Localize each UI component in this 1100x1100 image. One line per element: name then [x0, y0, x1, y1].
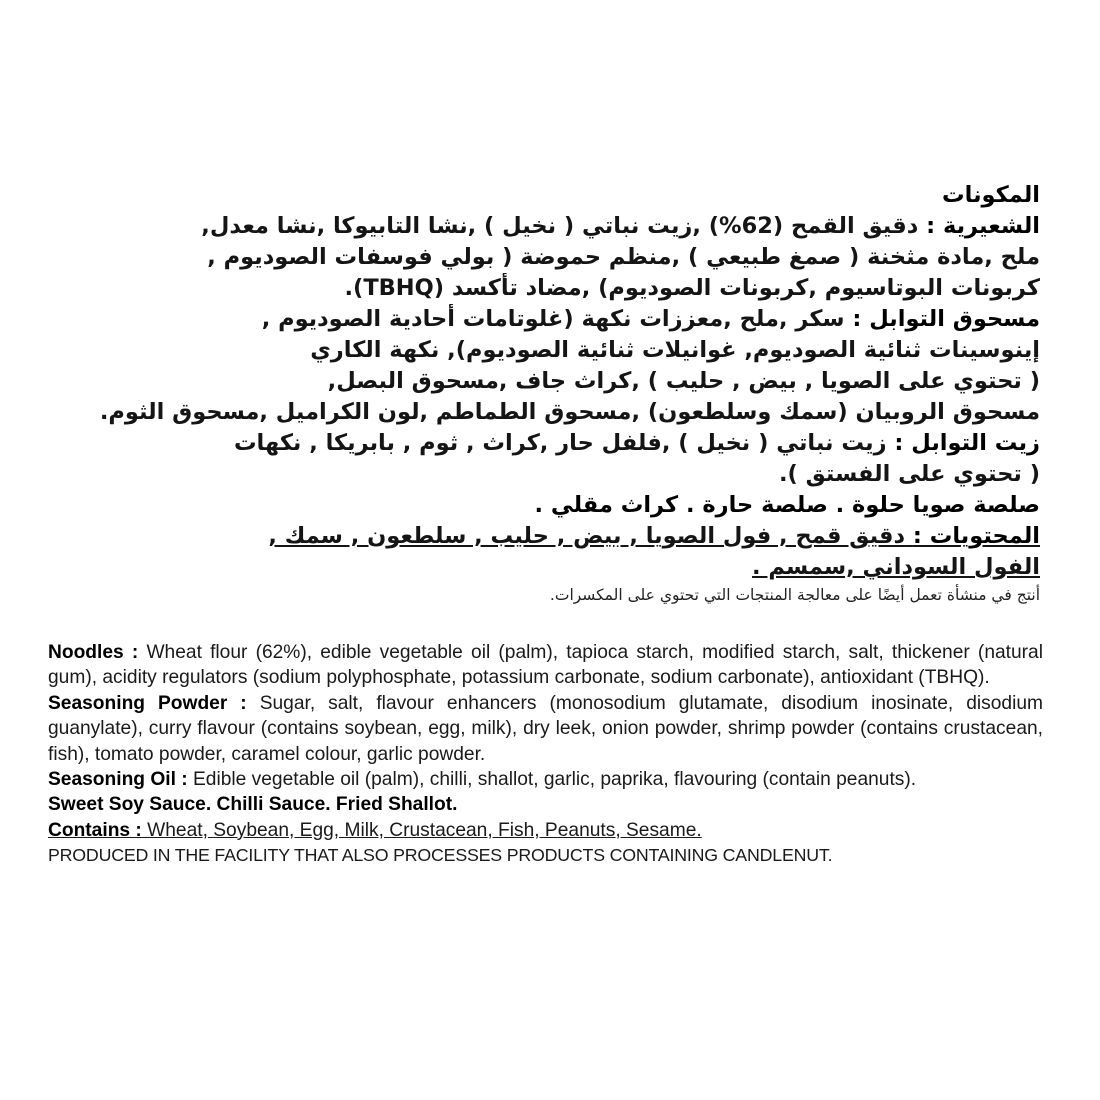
english-seasoning-oil-label: Seasoning Oil :: [48, 769, 188, 791]
arabic-contains-label: المحتويات :: [912, 523, 1040, 549]
arabic-noodles-line-3: كربونات البوتاسيوم ,كربونات الصوديوم) ,مضاد تأكسد (TBHQ).: [344, 275, 1040, 301]
arabic-noodles-label: الشعيرية :: [926, 213, 1040, 239]
arabic-seasoning-powder-line-2: إينوسينات ثنائية الصوديوم, غوانيلات ثنائية الصوديوم), نكهة الكاري: [310, 337, 1040, 363]
english-seasoning-oil-text: Edible vegetable oil (palm), chilli, shallot, garlic, paprika, flavouring (contain peanuts).: [187, 769, 917, 791]
arabic-contains-line-1: [42, 521, 1040, 552]
english-contains-paragraph: [48, 818, 1043, 843]
arabic-sauces-line: صلصة صويا حلوة . صلصة حارة . كراث مقلي .: [534, 492, 1040, 518]
arabic-noodles-line-2: ملح ,مادة مثخنة ( صمغ طبيعي ) ,منظم حموضة ( بولي فوسفات الصوديوم ,: [207, 244, 1040, 270]
arabic-seasoning-powder-line-4: مسحوق الروبيان (سمك وسلطعون) ,مسحوق الطماطم ,لون الكراميل ,مسحوق الثوم.: [99, 399, 1040, 425]
arabic-seasoning-oil-line-2: ( تحتوي على الفستق ).: [778, 461, 1040, 487]
english-contains-label: Contains :: [48, 819, 142, 841]
arabic-contains-line-2: الفول السوداني ,سمسم .: [752, 554, 1040, 580]
english-seasoning-powder-text: Sugar, salt, flavour enhancers (monosodium glutamate, disodium inosinate, disodium guanylate), curry flavour (contains soybean, egg, milk), dry leek, onion powder, shrimp powder (contains crustacean, fish), tomato powder, caramel colour, garlic powder.: [48, 692, 1043, 765]
english-seasoning-oil-paragraph: [48, 767, 1043, 792]
english-ingredients-block: [48, 640, 1043, 869]
english-noodles-text: Wheat flour (62%), edible vegetable oil (palm), tapioca starch, modified starch, salt, thickener (natural gum), acidity regulators (sodium polyphosphate, potassium carbonate, sodium carbonate), antioxidant (TBHQ).: [48, 642, 1043, 689]
arabic-contains-text-1: دقيق قمح , فول الصويا , بيض , حليب , سلطعون , سمك ,: [268, 523, 906, 549]
arabic-seasoning-powder-text-1: سكر ,ملح ,معززات نكهة (غلوتامات أحادية الصوديوم ,: [261, 306, 845, 332]
arabic-seasoning-powder-line-3: ( تحتوي على الصويا , بيض , حليب ) ,كراث جاف ,مسحوق البصل,: [327, 368, 1040, 394]
arabic-seasoning-oil-line-1: [42, 428, 1040, 459]
arabic-noodles-line-1: [42, 211, 1040, 242]
arabic-facility-note: أنتج في منشأة تعمل أيضًا على معالجة المنتجات التي تحتوي على المكسرات.: [549, 586, 1040, 604]
arabic-seasoning-oil-text-1: زيت نباتي ( نخيل ) ,فلفل حار ,كراث , ثوم , بابريكا , نكهات: [233, 430, 887, 456]
english-facility-note: PRODUCED IN THE FACILITY THAT ALSO PROCESSES PRODUCTS CONTAINING CANDLENUT.: [48, 845, 833, 866]
arabic-noodles-text-1: دقيق القمح (62%) ,زيت نباتي ( نخيل ) ,نشا التابيوكا ,نشا معدل,: [201, 213, 919, 239]
arabic-heading: المكونات: [942, 182, 1040, 208]
english-noodles-paragraph: [48, 640, 1043, 691]
english-noodles-label: Noodles :: [48, 642, 139, 663]
english-sauces-line: Sweet Soy Sauce. Chilli Sauce. Fried Shallot.: [48, 794, 458, 816]
arabic-seasoning-oil-label: زيت التوابل :: [894, 430, 1040, 456]
arabic-seasoning-powder-label: مسحوق التوابل :: [852, 306, 1040, 332]
english-contains-text: Wheat, Soybean, Egg, Milk, Crustacean, Fish, Peanuts, Sesame.: [141, 819, 702, 841]
arabic-ingredients-block: [42, 180, 1040, 607]
arabic-seasoning-powder-line-1: [42, 304, 1040, 335]
english-seasoning-powder-label: Seasoning Powder :: [48, 692, 247, 714]
english-seasoning-powder-paragraph: [48, 691, 1043, 767]
